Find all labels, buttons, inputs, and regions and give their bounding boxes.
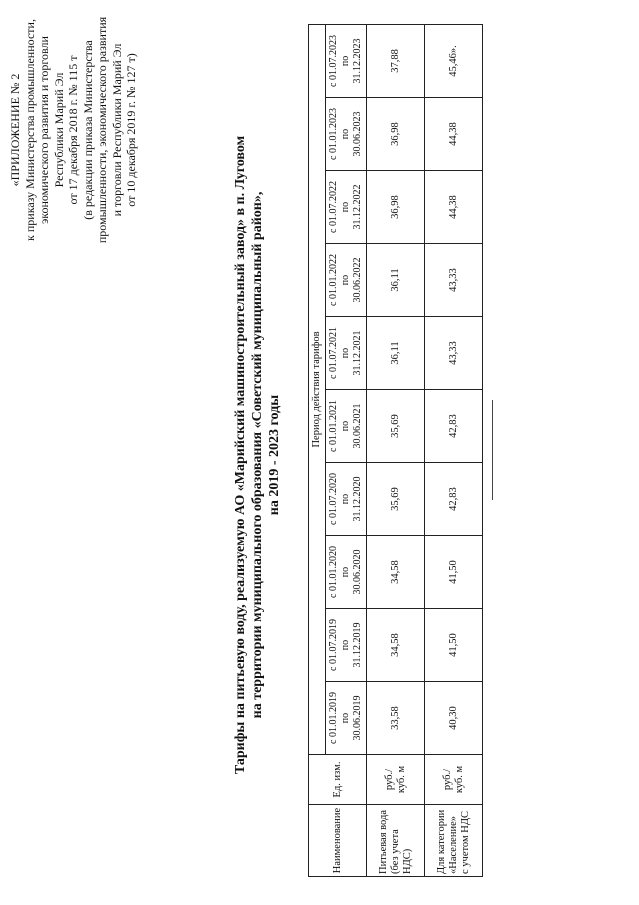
period-header-cell xyxy=(326,609,367,682)
period-to: 30.06.2021 xyxy=(352,403,363,449)
period-po: по xyxy=(340,420,351,432)
tariff-value-cell: 37,88 xyxy=(367,24,425,97)
period-po: по xyxy=(340,712,351,724)
appendix-line: и торговли Республики Марий Эл xyxy=(109,43,124,217)
period-from: с 01.07.2020 xyxy=(328,473,339,525)
row-unit-cell xyxy=(367,755,425,805)
period-header-cell xyxy=(326,317,367,390)
tariff-value-cell: 45,46». xyxy=(425,24,483,97)
tariff-table xyxy=(308,24,483,877)
tariff-value-cell: 36,11 xyxy=(367,317,425,390)
tariff-value-cell: 36,11 xyxy=(367,244,425,317)
table-period-row xyxy=(326,24,367,876)
tariff-value-cell: 42,83 xyxy=(425,463,483,536)
period-header-cell xyxy=(326,682,367,755)
row-name-line: НДС) xyxy=(401,848,413,874)
appendix-line: «ПРИЛОЖЕНИЕ № 2 xyxy=(8,73,22,187)
period-from: с 01.01.2022 xyxy=(328,254,339,306)
period-from: с 01.07.2019 xyxy=(328,619,339,671)
tariff-value-cell: 36,98 xyxy=(367,98,425,171)
period-from: с 01.01.2023 xyxy=(328,108,339,160)
tariff-value-cell: 41,50 xyxy=(425,609,483,682)
appendix-line: промышленности, экономического развития xyxy=(95,16,109,244)
row-name-cell xyxy=(425,805,483,877)
row-unit-line: куб. м xyxy=(395,765,407,794)
header-name: Наименование xyxy=(309,805,367,877)
period-to: 31.12.2023 xyxy=(352,38,363,84)
row-name-line: Питьевая вода xyxy=(377,809,389,874)
appendix-block xyxy=(8,5,139,255)
period-header-cell xyxy=(326,536,367,609)
table-header-row xyxy=(309,24,326,876)
period-po: по xyxy=(340,347,351,359)
row-name-line: Для категории xyxy=(435,809,447,874)
header-unit: Ед. изм. xyxy=(309,755,367,805)
row-name-cell xyxy=(367,805,425,877)
period-to: 30.06.2020 xyxy=(352,549,363,595)
table-body xyxy=(367,24,483,876)
row-name-line: «Население» xyxy=(447,816,459,874)
appendix-line: экономического развития и торговли xyxy=(37,36,51,224)
period-header-cell xyxy=(326,244,367,317)
period-po: по xyxy=(340,128,351,140)
row-name-line: с учетом НДС xyxy=(459,811,471,874)
appendix-line: Республики Марий Эл xyxy=(51,72,66,188)
period-header-cell xyxy=(326,463,367,536)
tariff-value-cell: 35,69 xyxy=(367,390,425,463)
period-from: с 01.01.2019 xyxy=(328,692,339,744)
appendix-line: от 10 декабря 2019 г. № 127 т) xyxy=(124,53,138,207)
header-period: Период действия тарифов xyxy=(309,24,326,754)
tariff-value-cell: 44,38 xyxy=(425,171,483,244)
period-header-cell xyxy=(326,24,367,97)
period-to: 30.06.2023 xyxy=(352,111,363,157)
period-to: 31.12.2021 xyxy=(352,330,363,376)
row-name-line: (без учета xyxy=(389,829,401,874)
period-po: по xyxy=(340,55,351,67)
document-title xyxy=(232,25,283,885)
row-unit-line: куб. м xyxy=(453,765,465,794)
appendix-line: к приказу Министерства промышленности, xyxy=(22,19,37,241)
period-from: с 01.01.2020 xyxy=(328,546,339,598)
tariff-value-cell: 35,69 xyxy=(367,463,425,536)
tariff-value-cell: 34,58 xyxy=(367,609,425,682)
row-unit-cell xyxy=(425,755,483,805)
tariff-value-cell: 33,58 xyxy=(367,682,425,755)
tariff-value-cell: 43,33 xyxy=(425,244,483,317)
divider-line xyxy=(492,400,493,500)
period-from: с 01.07.2021 xyxy=(328,327,339,379)
tariff-value-cell: 43,33 xyxy=(425,317,483,390)
period-from: с 01.07.2022 xyxy=(328,181,339,233)
appendix-line: (в редакции приказа Министерства xyxy=(80,40,95,220)
period-to: 30.06.2022 xyxy=(352,257,363,303)
tariff-value-cell: 41,50 xyxy=(425,536,483,609)
title-line: на территории муниципального образования «Советский муниципальный район», xyxy=(250,191,265,719)
period-header-cell xyxy=(326,98,367,171)
title-line: на 2019 - 2023 годы xyxy=(267,394,282,516)
tariff-value-cell: 34,58 xyxy=(367,536,425,609)
period-po: по xyxy=(340,566,351,578)
tariff-value-cell: 36,98 xyxy=(367,171,425,244)
appendix-line: от 17 декабря 2018 г. № 115 т xyxy=(66,55,80,205)
period-header-cell xyxy=(326,171,367,244)
period-from: с 01.01.2021 xyxy=(328,400,339,452)
table-row xyxy=(367,24,425,876)
period-header-cell xyxy=(326,390,367,463)
period-po: по xyxy=(340,201,351,213)
table-row xyxy=(425,24,483,876)
tariff-value-cell: 42,83 xyxy=(425,390,483,463)
period-from: с 01.07.2023 xyxy=(328,34,339,87)
period-to: 31.12.2019 xyxy=(352,622,363,668)
tariff-value-cell: 40,30 xyxy=(425,682,483,755)
period-to: 30.06.2019 xyxy=(352,695,363,741)
period-to: 31.12.2020 xyxy=(352,476,363,522)
period-to: 31.12.2022 xyxy=(352,184,363,230)
period-po: по xyxy=(340,493,351,505)
row-unit-line: руб./ xyxy=(383,768,395,791)
row-unit-line: руб./ xyxy=(441,768,453,791)
period-po: по xyxy=(340,274,351,286)
title-line: Тарифы на питьевую воду, реализуемую АО «Марийский машиностроительный завод» в п. Луговом xyxy=(233,135,248,775)
period-po: по xyxy=(340,639,351,651)
tariff-value-cell: 44,38 xyxy=(425,98,483,171)
